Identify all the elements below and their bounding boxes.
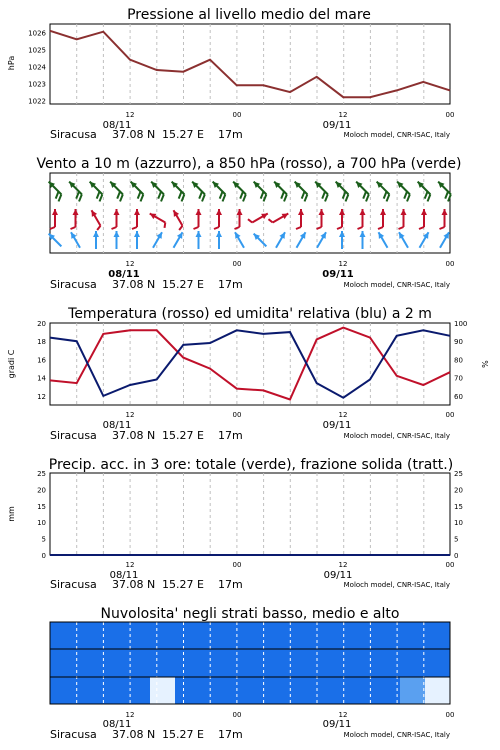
- cloud-cell: [50, 649, 76, 677]
- x-tick-label: 00: [445, 411, 455, 419]
- wind-barbs: [44, 180, 455, 250]
- wind-barb: [273, 231, 287, 250]
- y-tick-label: 15: [37, 502, 46, 511]
- wind-barb: [419, 209, 427, 229]
- wind-barb: [268, 209, 289, 226]
- x-tick-label: 00: [445, 561, 455, 569]
- wind-barb: [372, 180, 394, 202]
- y-tick-label: 100: [454, 320, 468, 328]
- cloud-xticks: [126, 711, 455, 719]
- x-tick-label: 12: [125, 711, 135, 719]
- cloud-cell: [325, 649, 351, 677]
- pressure-gridlines: [77, 24, 424, 104]
- wind-barb: [392, 180, 414, 202]
- y-tick-label: 25: [37, 470, 46, 478]
- cloud-loc-lon: 15.27 E: [162, 728, 204, 741]
- y-tick-label: 1022: [28, 97, 46, 106]
- y-tick-label: 20: [37, 320, 46, 328]
- precip-yticks: [37, 470, 463, 560]
- pressure-credit: Moloch model, CNR-ISAC, Italy: [343, 131, 450, 139]
- x-tick-label: 00: [232, 111, 242, 119]
- x-tick-label: 00: [232, 561, 242, 569]
- y-tick-label: 1023: [28, 80, 46, 89]
- y2-tick-label: 0: [454, 552, 459, 560]
- x-tick-label: 00: [445, 711, 455, 719]
- cloud-cell: [75, 677, 101, 704]
- x-tick-label: 00: [232, 260, 242, 268]
- wind-barb: [310, 180, 332, 202]
- temp-y2label: %: [481, 360, 490, 368]
- cloud-cell: [425, 677, 451, 704]
- wind-barb: [50, 209, 58, 229]
- wind-barb: [150, 231, 164, 250]
- cloud-cell: [275, 622, 301, 649]
- x-tick-label: 12: [338, 561, 348, 569]
- wind-barb: [187, 180, 209, 202]
- cloud-panel: [50, 606, 454, 741]
- y-tick-label: 60: [454, 392, 463, 401]
- wind-barb: [248, 209, 269, 226]
- cloud-loc-lat: 37.08 N: [112, 728, 156, 741]
- temperature-series-line: [50, 328, 450, 400]
- cloud-date-2: 09/11: [322, 719, 352, 730]
- wind-barb: [147, 211, 168, 228]
- wind-barb: [433, 180, 455, 202]
- cloud-cells: [50, 622, 451, 704]
- temp-panel: [7, 306, 490, 442]
- wind-loc-name: Siracusa: [50, 278, 97, 291]
- cloud-cell: [425, 649, 451, 677]
- wind-barb: [47, 232, 64, 249]
- x-tick-label: 00: [232, 711, 242, 719]
- temp-credit: Moloch model, CNR-ISAC, Italy: [343, 432, 450, 440]
- wind-barb: [232, 231, 246, 250]
- y-tick-label: 14: [37, 374, 46, 383]
- temp-loc-lat: 37.08 N: [112, 429, 156, 442]
- cloud-cell: [200, 649, 226, 677]
- pressure-date-2: 09/11: [322, 120, 352, 131]
- y-tick-label: 70: [454, 374, 463, 383]
- cloud-cell: [425, 622, 451, 649]
- y2-tick-label: 10: [454, 519, 463, 528]
- y-tick-label: 90: [454, 338, 463, 347]
- pressure-series-line: [50, 31, 450, 97]
- cloud-cell: [275, 649, 301, 677]
- precip-xticks: [126, 561, 455, 569]
- cloud-cell: [125, 622, 151, 649]
- cloud-cell: [150, 677, 176, 704]
- wind-barb: [252, 232, 269, 249]
- wind-credit: Moloch model, CNR-ISAC, Italy: [343, 281, 450, 289]
- temp-ylabel: gradi C: [7, 349, 16, 379]
- y-tick-label: 10: [37, 519, 46, 528]
- wind-barb: [331, 180, 353, 202]
- wind-barb: [134, 231, 140, 249]
- cloud-cell: [300, 622, 326, 649]
- cloud-cell: [75, 622, 101, 649]
- cloud-cell: [50, 622, 76, 649]
- pressure-loc-lon: 15.27 E: [162, 128, 204, 141]
- cloud-loc-alt: 17m: [218, 728, 243, 741]
- pressure-panel: [7, 7, 454, 141]
- wind-xticks: [126, 260, 455, 268]
- wind-panel: [36, 156, 461, 291]
- wind-gridlines: [77, 173, 424, 253]
- temp-date-2: 09/11: [322, 420, 352, 431]
- precip-panel: [7, 457, 463, 591]
- y-tick-label: 0: [41, 552, 46, 560]
- temp-y2ticks: [454, 320, 467, 401]
- wind-barb: [114, 231, 120, 249]
- wind-barb: [171, 231, 185, 250]
- x-tick-label: 12: [125, 561, 135, 569]
- wind-barb: [214, 209, 222, 229]
- cloud-cell: [400, 649, 426, 677]
- cloud-cell: [300, 649, 326, 677]
- wind-barb: [167, 180, 189, 202]
- cloud-cell: [250, 649, 276, 677]
- y-tick-label: 20: [37, 486, 46, 495]
- cloud-cell: [75, 649, 101, 677]
- cloud-cell: [125, 649, 151, 677]
- cloud-cell: [400, 622, 426, 649]
- y-tick-label: 16: [37, 356, 46, 365]
- precip-frame: [50, 473, 450, 555]
- wind-barb: [208, 180, 230, 202]
- x-tick-label: 12: [125, 111, 135, 119]
- wind-barb: [93, 231, 99, 249]
- temp-loc-alt: 17m: [218, 429, 243, 442]
- wind-date-1: 08/11: [108, 269, 140, 280]
- wind-barb: [440, 209, 448, 229]
- wind-barb: [249, 180, 271, 202]
- precip-date-2: 09/11: [323, 570, 353, 581]
- wind-barb: [216, 231, 222, 249]
- wind-barb: [228, 180, 250, 202]
- y2-tick-label: 20: [454, 486, 463, 495]
- wind-barb: [437, 231, 451, 250]
- precip-title: Precip. acc. in 3 ore: totale (verde), frazione solida (tratt.): [48, 457, 454, 473]
- pressure-loc-lat: 37.08 N: [112, 128, 156, 141]
- wind-barb: [105, 180, 127, 202]
- temp-date-1: 08/11: [102, 420, 132, 431]
- x-tick-label: 12: [338, 111, 348, 119]
- wind-barb: [235, 209, 243, 229]
- wind-barb: [68, 231, 82, 250]
- precip-credit: Moloch model, CNR-ISAC, Italy: [343, 581, 450, 589]
- x-tick-label: 12: [338, 260, 348, 268]
- pressure-yticks: [28, 30, 46, 106]
- temp-gridlines: [77, 323, 424, 405]
- y-tick-label: 1025: [28, 46, 46, 55]
- wind-barb: [360, 231, 366, 249]
- cloud-cell: [225, 677, 251, 704]
- cloud-loc-name: Siracusa: [50, 728, 97, 741]
- wind-barb: [317, 209, 325, 229]
- cloud-cell: [150, 622, 176, 649]
- wind-barb: [194, 209, 202, 229]
- pressure-date-1: 08/11: [102, 120, 132, 131]
- precip-loc-alt: 17m: [218, 578, 243, 591]
- wind-barb: [269, 180, 291, 202]
- precip-date-1: 08/11: [109, 570, 139, 581]
- cloud-cell: [175, 649, 201, 677]
- wind-barb: [132, 209, 140, 229]
- cloud-credit: Moloch model, CNR-ISAC, Italy: [343, 731, 450, 739]
- wind-barb: [112, 209, 120, 229]
- temp-yticks: [37, 320, 46, 401]
- precip-ylabel: mm: [7, 506, 16, 522]
- precip-loc-lon: 15.27 E: [162, 578, 204, 591]
- x-tick-label: 12: [125, 411, 135, 419]
- cloud-cell: [200, 622, 226, 649]
- cloud-cell: [325, 622, 351, 649]
- cloud-cell: [400, 677, 426, 704]
- x-tick-label: 12: [338, 411, 348, 419]
- precip-loc-lat: 37.08 N: [112, 578, 156, 591]
- wind-frame: [50, 173, 450, 253]
- wind-barb: [399, 209, 407, 229]
- wind-loc-lon: 15.27 E: [162, 278, 204, 291]
- wind-barb: [87, 209, 104, 230]
- wind-barb: [378, 209, 386, 229]
- wind-barb: [44, 180, 66, 202]
- pressure-loc-name: Siracusa: [50, 128, 97, 141]
- y-tick-label: 12: [37, 392, 46, 401]
- y-tick-label: 80: [454, 356, 463, 365]
- wind-loc-alt: 17m: [218, 278, 243, 291]
- cloud-cell: [175, 677, 201, 704]
- wind-title: Vento a 10 m (azzurro), a 850 hPa (rosso), a 700 hPa (verde): [36, 156, 462, 172]
- cloud-cell: [350, 677, 376, 704]
- wind-barb: [396, 231, 410, 250]
- y2-tick-label: 15: [454, 502, 463, 511]
- precip-gridlines: [77, 473, 424, 555]
- cloud-date-1: 08/11: [102, 719, 132, 730]
- wind-barb: [71, 209, 79, 229]
- cloud-cell: [225, 622, 251, 649]
- temp-title: Temperatura (rosso) ed umidita' relativa (blu) a 2 m: [68, 306, 432, 322]
- wind-loc-lat: 37.08 N: [112, 278, 156, 291]
- wind-barb: [294, 231, 308, 250]
- y-tick-label: 5: [41, 535, 46, 544]
- wind-barb: [196, 231, 202, 249]
- cloud-cell: [350, 622, 376, 649]
- x-tick-label: 00: [232, 411, 242, 419]
- wind-barb: [126, 180, 148, 202]
- x-tick-label: 00: [445, 260, 455, 268]
- humidity-series-line: [50, 330, 450, 397]
- pressure-loc-alt: 17m: [218, 128, 243, 141]
- wind-barb: [351, 180, 373, 202]
- temp-loc-name: Siracusa: [50, 429, 97, 442]
- pressure-title: Pressione al livello medio del mare: [127, 7, 371, 23]
- temp-loc-lon: 15.27 E: [162, 429, 204, 442]
- cloud-cell: [350, 649, 376, 677]
- x-tick-label: 12: [125, 260, 135, 268]
- cloud-cell: [275, 677, 301, 704]
- cloud-cell: [200, 677, 226, 704]
- y-tick-label: 1026: [28, 29, 46, 38]
- wind-barb: [290, 180, 312, 202]
- cloud-cell: [50, 677, 76, 704]
- x-tick-label: 12: [338, 711, 348, 719]
- cloud-cell: [125, 677, 151, 704]
- wind-barb: [376, 231, 390, 250]
- temp-xticks: [126, 411, 455, 419]
- x-tick-label: 00: [445, 111, 455, 119]
- cloud-cell: [150, 649, 176, 677]
- y-tick-label: 1024: [28, 63, 46, 72]
- cloud-cell: [225, 649, 251, 677]
- wind-barb: [64, 180, 86, 202]
- cloud-cell: [325, 677, 351, 704]
- y2-tick-label: 5: [454, 535, 459, 544]
- y2-tick-label: 25: [454, 470, 463, 478]
- cloud-cell: [250, 677, 276, 704]
- y-tick-label: 18: [37, 338, 46, 347]
- cloud-cell: [300, 677, 326, 704]
- wind-barb: [296, 209, 304, 229]
- wind-date-2: 09/11: [322, 269, 354, 280]
- precip-loc-name: Siracusa: [50, 578, 97, 591]
- cloud-cell: [250, 622, 276, 649]
- pressure-ylabel: hPa: [7, 55, 16, 71]
- cloud-cell: [175, 622, 201, 649]
- cloud-title: Nuvolosita' negli strati basso, medio e alto: [100, 606, 400, 622]
- pressure-xticks: [126, 111, 455, 119]
- wind-barb: [358, 209, 366, 229]
